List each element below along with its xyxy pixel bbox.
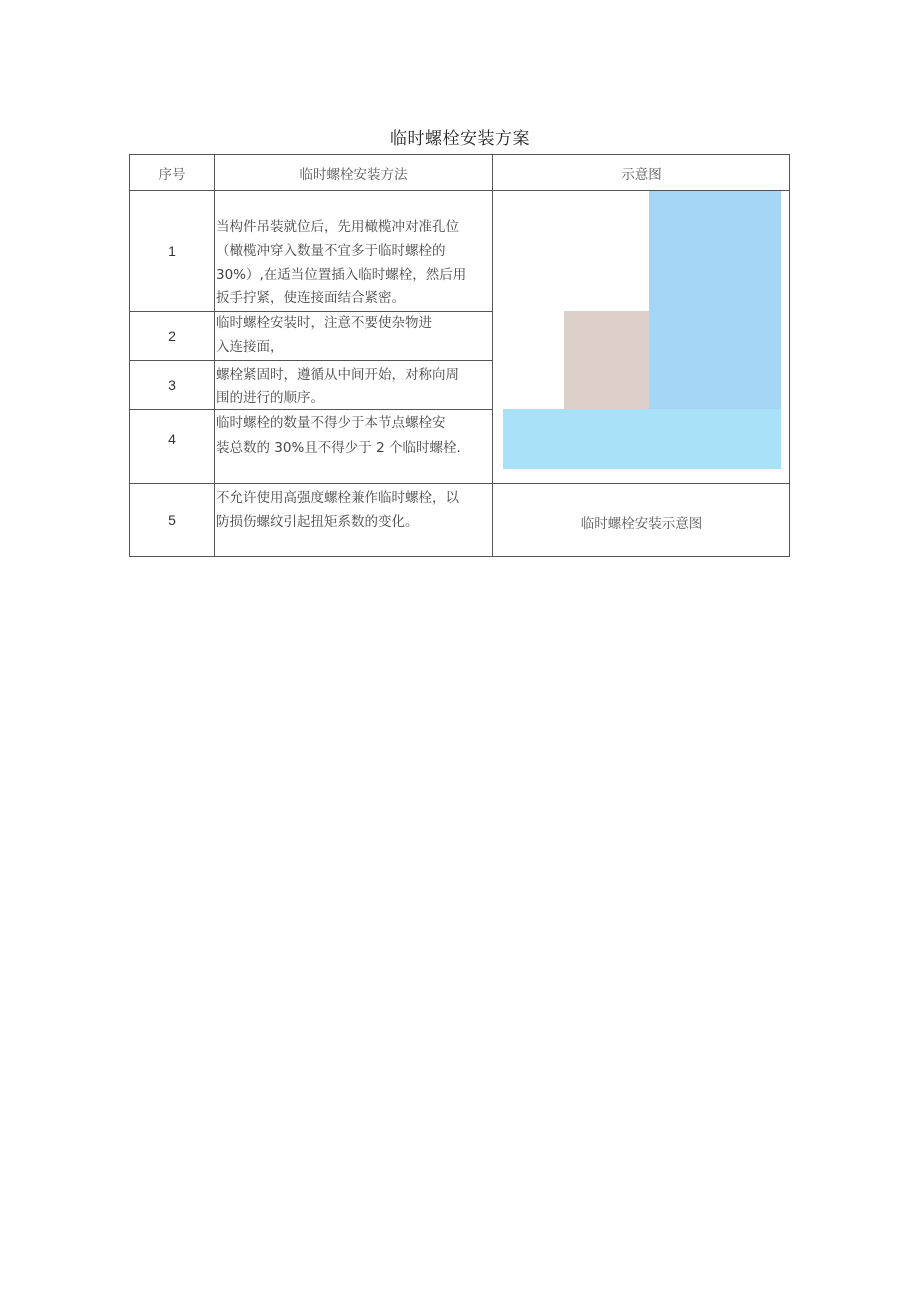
header-method: 临时螺栓安装方法 [299, 167, 408, 183]
method-line: 装总数的 30%且不得少于 2 个临时螺栓. [216, 440, 461, 456]
method-line: 扳手拧紧，使连接面结合紧密。 [216, 290, 405, 306]
diagram-upper-plate [649, 191, 781, 410]
method-line: 入连接面， [216, 339, 284, 355]
method-line: （橄榄冲穿入数量不宜多于临时螺栓的 [216, 243, 446, 259]
method-line: 螺栓紧固时，遵循从中间开始，对称向周 [216, 367, 459, 383]
column-divider [492, 154, 493, 557]
diagram-base-plate [503, 409, 781, 469]
row-index: 1 [168, 243, 176, 259]
method-line: 30%）,在适当位置插入临时螺栓，然后用 [216, 267, 467, 283]
method-line: 临时螺栓的数量不得少于本节点螺栓安 [216, 415, 446, 431]
row-index: 3 [168, 377, 176, 393]
method-line: 防损伤螺纹引起扭矩系数的变化。 [216, 514, 419, 530]
row-index: 5 [168, 512, 176, 528]
diagram-middle-block [564, 311, 649, 410]
method-line: 不允许使用高强度螺栓兼作临时螺栓，以 [216, 490, 459, 506]
method-line: 当构件吊装就位后，先用橄榄冲对准孔位 [216, 219, 459, 235]
header-index: 序号 [158, 167, 186, 183]
diagram-caption: 临时螺栓安装示意图 [580, 516, 703, 532]
page-title: 临时螺栓安装方案 [390, 129, 530, 149]
row-divider [129, 483, 790, 484]
row-divider [129, 360, 493, 361]
method-line: 围的进行的顺序。 [216, 390, 324, 406]
row-index: 4 [168, 431, 176, 447]
column-divider [214, 154, 215, 557]
row-index: 2 [168, 328, 176, 344]
method-line: 临时螺栓安装时，注意不要使杂物进 [216, 315, 432, 331]
header-diagram: 示意图 [621, 167, 662, 183]
